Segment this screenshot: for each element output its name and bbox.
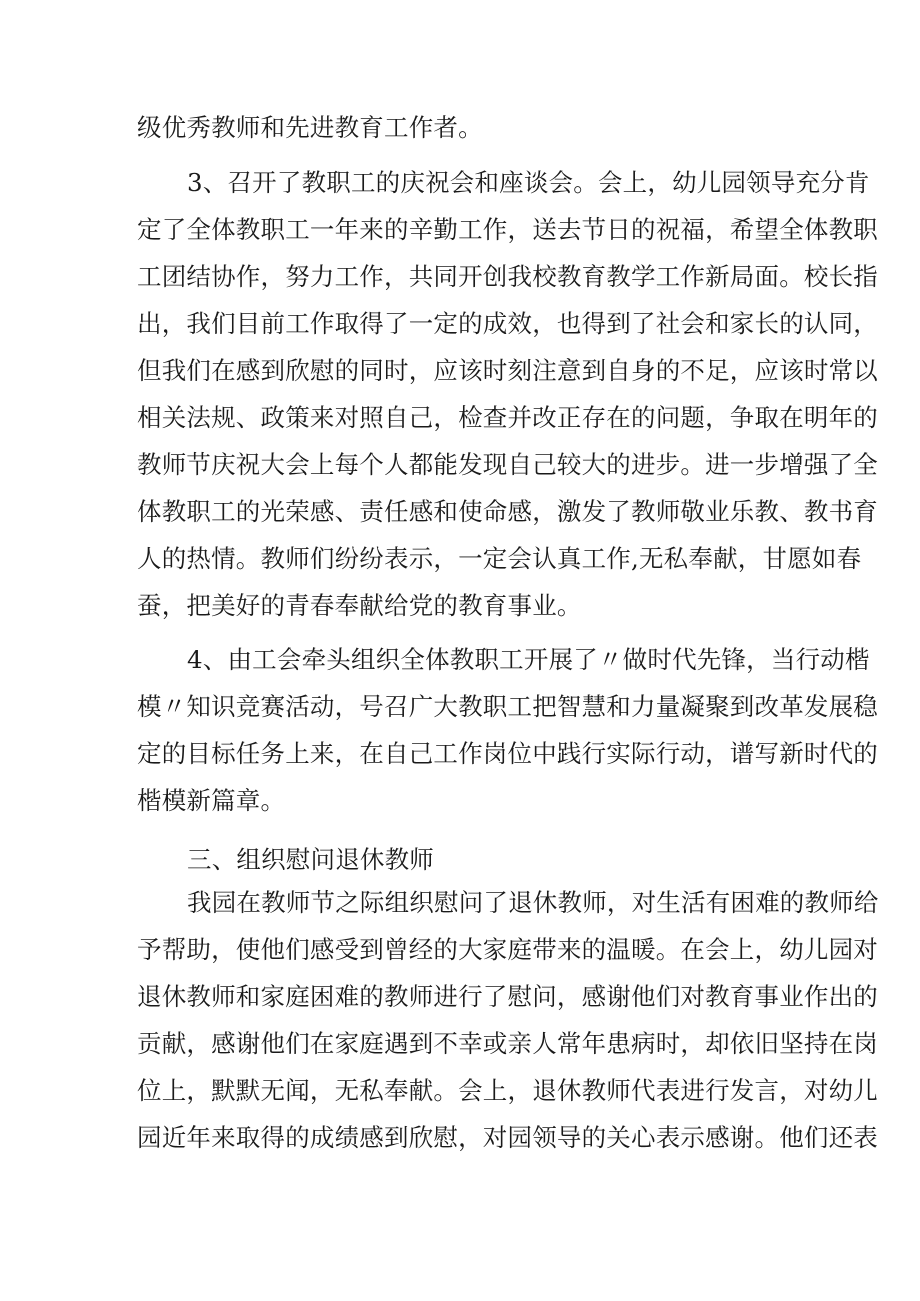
text-line: 但我们在感到欣慰的同时，应该时刻注意到自身的不足，应该时常以 <box>137 356 878 385</box>
text-line: 楷模新篇章。 <box>137 786 286 815</box>
text-line: 3、召开了教职工的庆祝会和座谈会。会上，幼儿园领导充分肯 <box>187 168 870 197</box>
text-line: 级优秀教师和先进教育工作者。 <box>137 113 483 142</box>
text-line: 4、由工会牵头组织全体教职工开展了〃做时代先锋，当行动楷 <box>187 645 870 674</box>
text-line: 出，我们目前工作取得了一定的成效，也得到了社会和家长的认同， <box>137 309 878 338</box>
text-line: 工团结协作，努力工作，共同开创我校教育教学工作新局面。校长指 <box>137 262 878 291</box>
text-line: 模〃知识竞赛活动，号召广大教职工把智慧和力量凝聚到改革发展稳 <box>137 692 878 721</box>
text-line: 定的目标任务上来，在自己工作岗位中践行实际行动，谱写新时代的 <box>137 739 878 768</box>
text-line: 我园在教师节之际组织慰问了退休教师，对生活有困难的教师给 <box>187 888 879 917</box>
text-line: 相关法规、政策来对照自己，检查并改正存在的问题，争取在明年的 <box>137 403 878 432</box>
text-line: 定了全体教职工一年来的辛勤工作，送去节日的祝福，希望全体教职 <box>137 215 878 244</box>
section-heading: 三、组织慰问退休教师 <box>187 845 434 874</box>
text-line: 退休教师和家庭困难的教师进行了慰问，感谢他们对教育事业作出的 <box>137 982 878 1011</box>
text-line: 蚕，把美好的青春奉献给党的教育事业。 <box>137 591 582 620</box>
text-line: 贡献，感谢他们在家庭遇到不幸或亲人常年患病时，却依旧坚持在岗 <box>137 1029 878 1058</box>
text-line: 予帮助，使他们感受到曾经的大家庭带来的温暖。在会上，幼儿园对 <box>137 935 878 964</box>
text-line: 体教职工的光荣感、责任感和使命感，激发了教师敬业乐教、教书育 <box>137 497 878 526</box>
text-line: 园近年来取得的成绩感到欣慰，对园领导的关心表示感谢。他们还表 <box>137 1123 878 1152</box>
text-line: 位上，默默无闻，无私奉献。会上，退休教师代表进行发言，对幼儿 <box>137 1076 878 1105</box>
text-line: 教师节庆祝大会上每个人都能发现自己较大的进步。进一步增强了全 <box>137 450 878 479</box>
text-line: 人的热情。教师们纷纷表示，一定会认真工作,无私奉献，甘愿如春 <box>137 544 862 573</box>
